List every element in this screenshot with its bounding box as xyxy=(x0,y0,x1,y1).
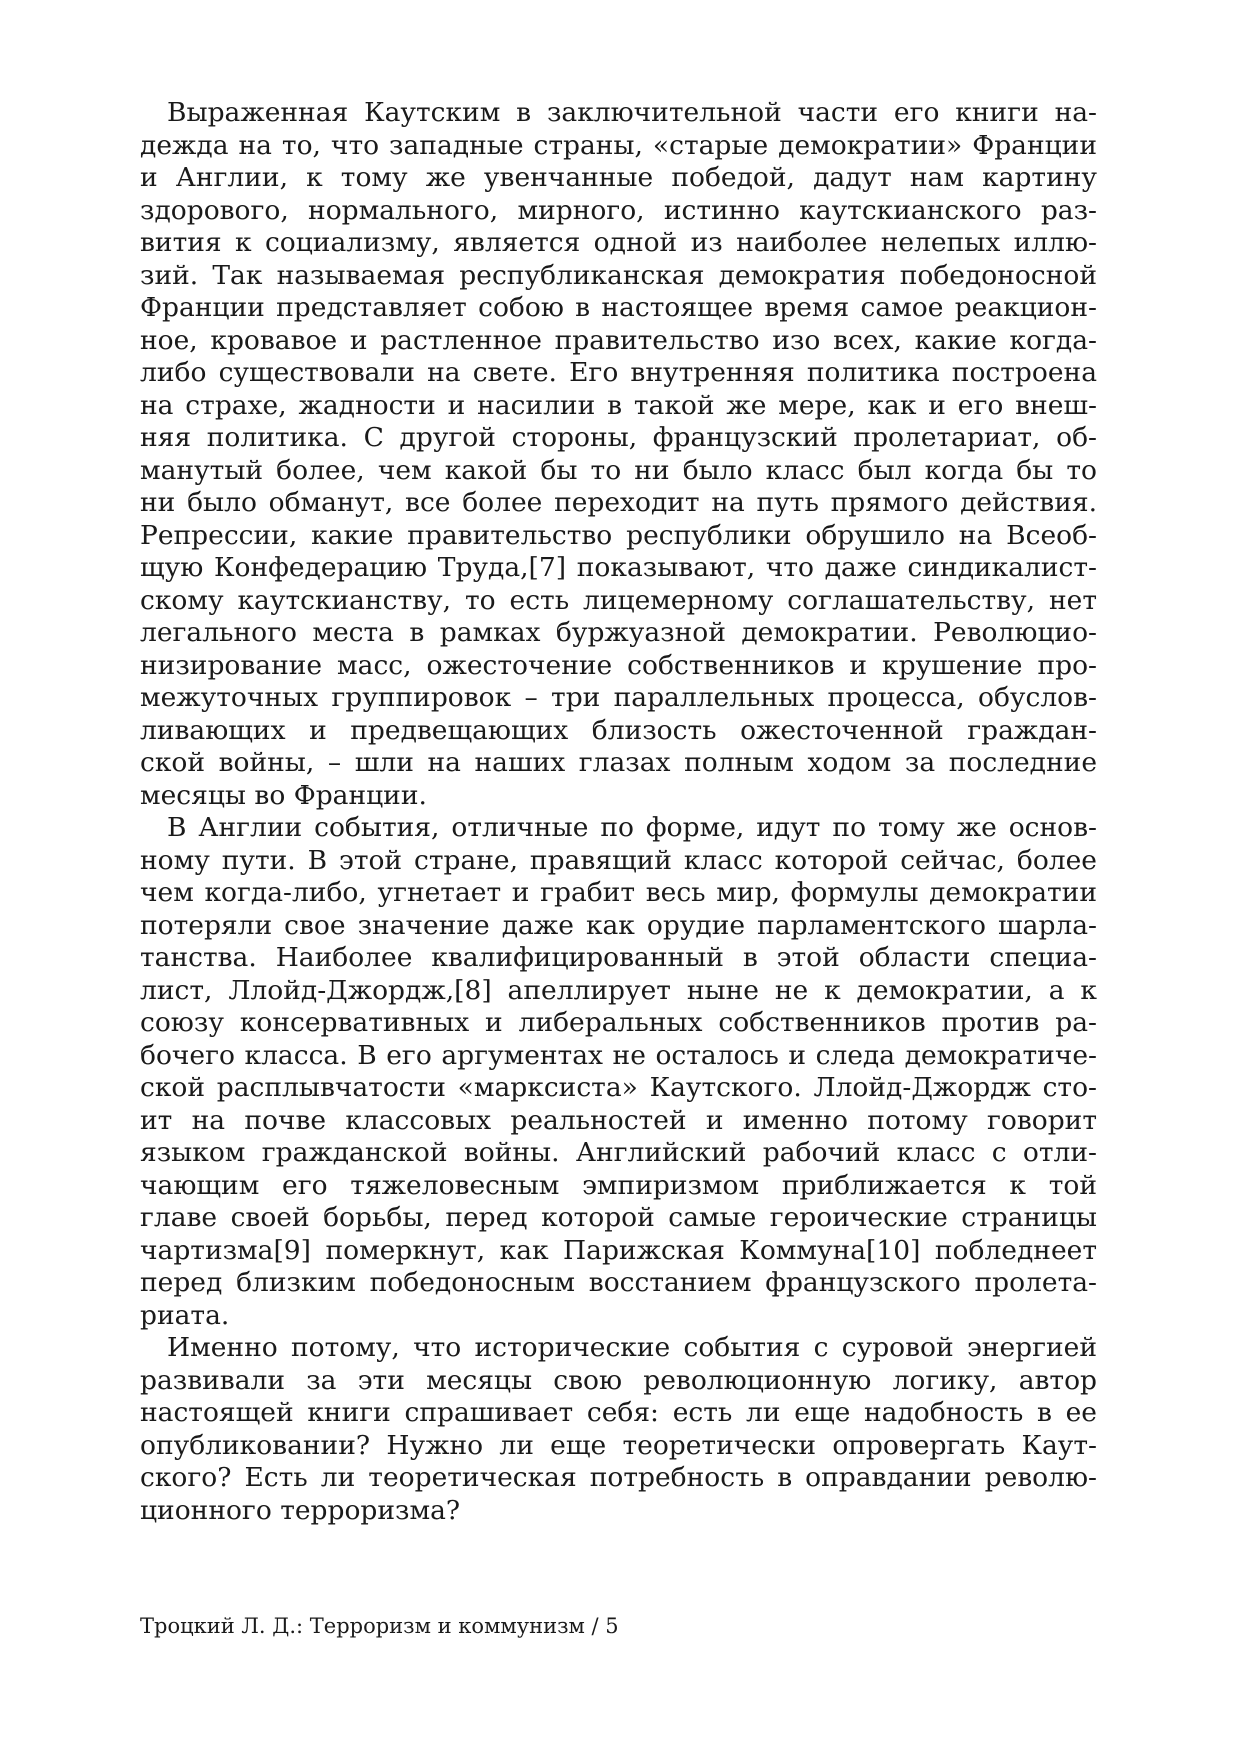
text-line: ской войны, – шли на наших глазах полным ходом за последние xyxy=(140,747,1097,778)
text-line: ливающих и предвещающих близость ожесточенной граждан- xyxy=(140,714,1097,746)
paragraph xyxy=(140,1332,1097,1527)
page-footer: Троцкий Л. Д.: Терроризм и коммунизм / 5 xyxy=(140,1614,619,1638)
text-line: дежда на то, что западные страны, «старые демократии» Франции xyxy=(140,129,1097,161)
text-line: ни было обманут, все более переходит на путь прямого действия. xyxy=(140,487,1097,518)
text-line: легального места в рамках буржуазной демократии. Революцио- xyxy=(140,617,1097,648)
paragraph xyxy=(140,97,1097,812)
text-line: скому каутскианству, то есть лицемерному соглашательству, нет xyxy=(140,584,1097,616)
text-line: на страхе, жадности и насилии в такой же мере, как и его внеш- xyxy=(140,389,1097,421)
text-line: ит на почве классовых реальностей и именно потому говорит xyxy=(140,1104,1097,1136)
text-line: Франции представляет собою в настоящее время самое реакцион- xyxy=(140,292,1097,323)
text-line: либо существовали на свете. Его внутренняя политика построена xyxy=(140,357,1097,388)
text-line: риата. xyxy=(140,1299,230,1331)
paragraph xyxy=(140,812,1097,1332)
text-line: ное, кровавое и растленное правительство изо всех, какие когда- xyxy=(140,324,1097,356)
text-line: вития к социализму, является одной из наиболее нелепых иллю- xyxy=(140,227,1097,258)
text-line: няя политика. С другой стороны, французский пролетариат, об- xyxy=(140,422,1097,453)
text-line: В Англии события, отличные по форме, идут по тому же основ- xyxy=(167,812,1097,843)
text-line: щую Конфедерацию Труда,[7] показывают, что даже синдикалист- xyxy=(140,552,1097,583)
text-line: манутый более, чем какой бы то ни было класс был когда бы то xyxy=(140,454,1097,486)
text-line: Именно потому, что исторические события с суровой энергией xyxy=(167,1332,1097,1363)
body-text xyxy=(140,97,1097,1527)
text-line: языком гражданской войны. Английский рабочий класс с отли- xyxy=(140,1137,1097,1168)
text-line: зий. Так называемая республиканская демократия победоносной xyxy=(140,259,1097,291)
text-line: ского? Есть ли теоретическая потребность в оправдании револю- xyxy=(140,1462,1097,1493)
text-line: Выраженная Каутским в заключительной части его книги на- xyxy=(167,97,1097,128)
text-line: чем когда-либо, угнетает и грабит весь мир, формулы демократии xyxy=(140,877,1097,908)
text-line: развивали за эти месяцы свою революционную логику, автор xyxy=(140,1364,1097,1396)
text-line: союзу консервативных и либеральных собственников против ра- xyxy=(140,1007,1097,1038)
text-line: опубликовании? Нужно ли еще теоретически опровергать Каут- xyxy=(140,1429,1097,1461)
text-line: бочего класса. В его аргументах не осталось и следа демократиче- xyxy=(140,1039,1097,1071)
text-line: межуточных группировок – три параллельных процесса, обуслов- xyxy=(140,682,1097,713)
text-line: танства. Наиболее квалифицированный в этой области специа- xyxy=(140,942,1097,973)
text-line: Репрессии, какие правительство республики обрушило на Всеоб- xyxy=(140,519,1097,551)
text-line: ционного терроризма? xyxy=(140,1494,461,1526)
text-line: настоящей книги спрашивает себя: есть ли еще надобность в ее xyxy=(140,1397,1097,1428)
text-line: месяцы во Франции. xyxy=(140,779,427,811)
text-line: ской расплывчатости «марксиста» Каутского. Ллойд-Джордж сто- xyxy=(140,1072,1097,1103)
text-line: чартизма[9] померкнут, как Парижская Коммуна[10] побледнеет xyxy=(140,1234,1097,1266)
text-line: потеряли свое значение даже как орудие парламентского шарла- xyxy=(140,909,1097,941)
text-line: чающим его тяжеловесным эмпиризмом приближается к той xyxy=(140,1169,1097,1201)
text-line: здорового, нормального, мирного, истинно каутскианского раз- xyxy=(140,194,1097,226)
text-line: главе своей борьбы, перед которой самые героические страницы xyxy=(140,1202,1097,1233)
text-line: низирование масс, ожесточение собственников и крушение про- xyxy=(140,649,1097,681)
text-line: ному пути. В этой стране, правящий класс которой сейчас, более xyxy=(140,844,1097,876)
text-line: перед близким победоносным восстанием французского пролета- xyxy=(140,1267,1097,1298)
text-line: и Англии, к тому же увенчанные победой, дадут нам картину xyxy=(140,162,1097,193)
text-line: лист, Ллойд-Джордж,[8] апеллирует ныне не к демократии, а к xyxy=(140,974,1097,1006)
